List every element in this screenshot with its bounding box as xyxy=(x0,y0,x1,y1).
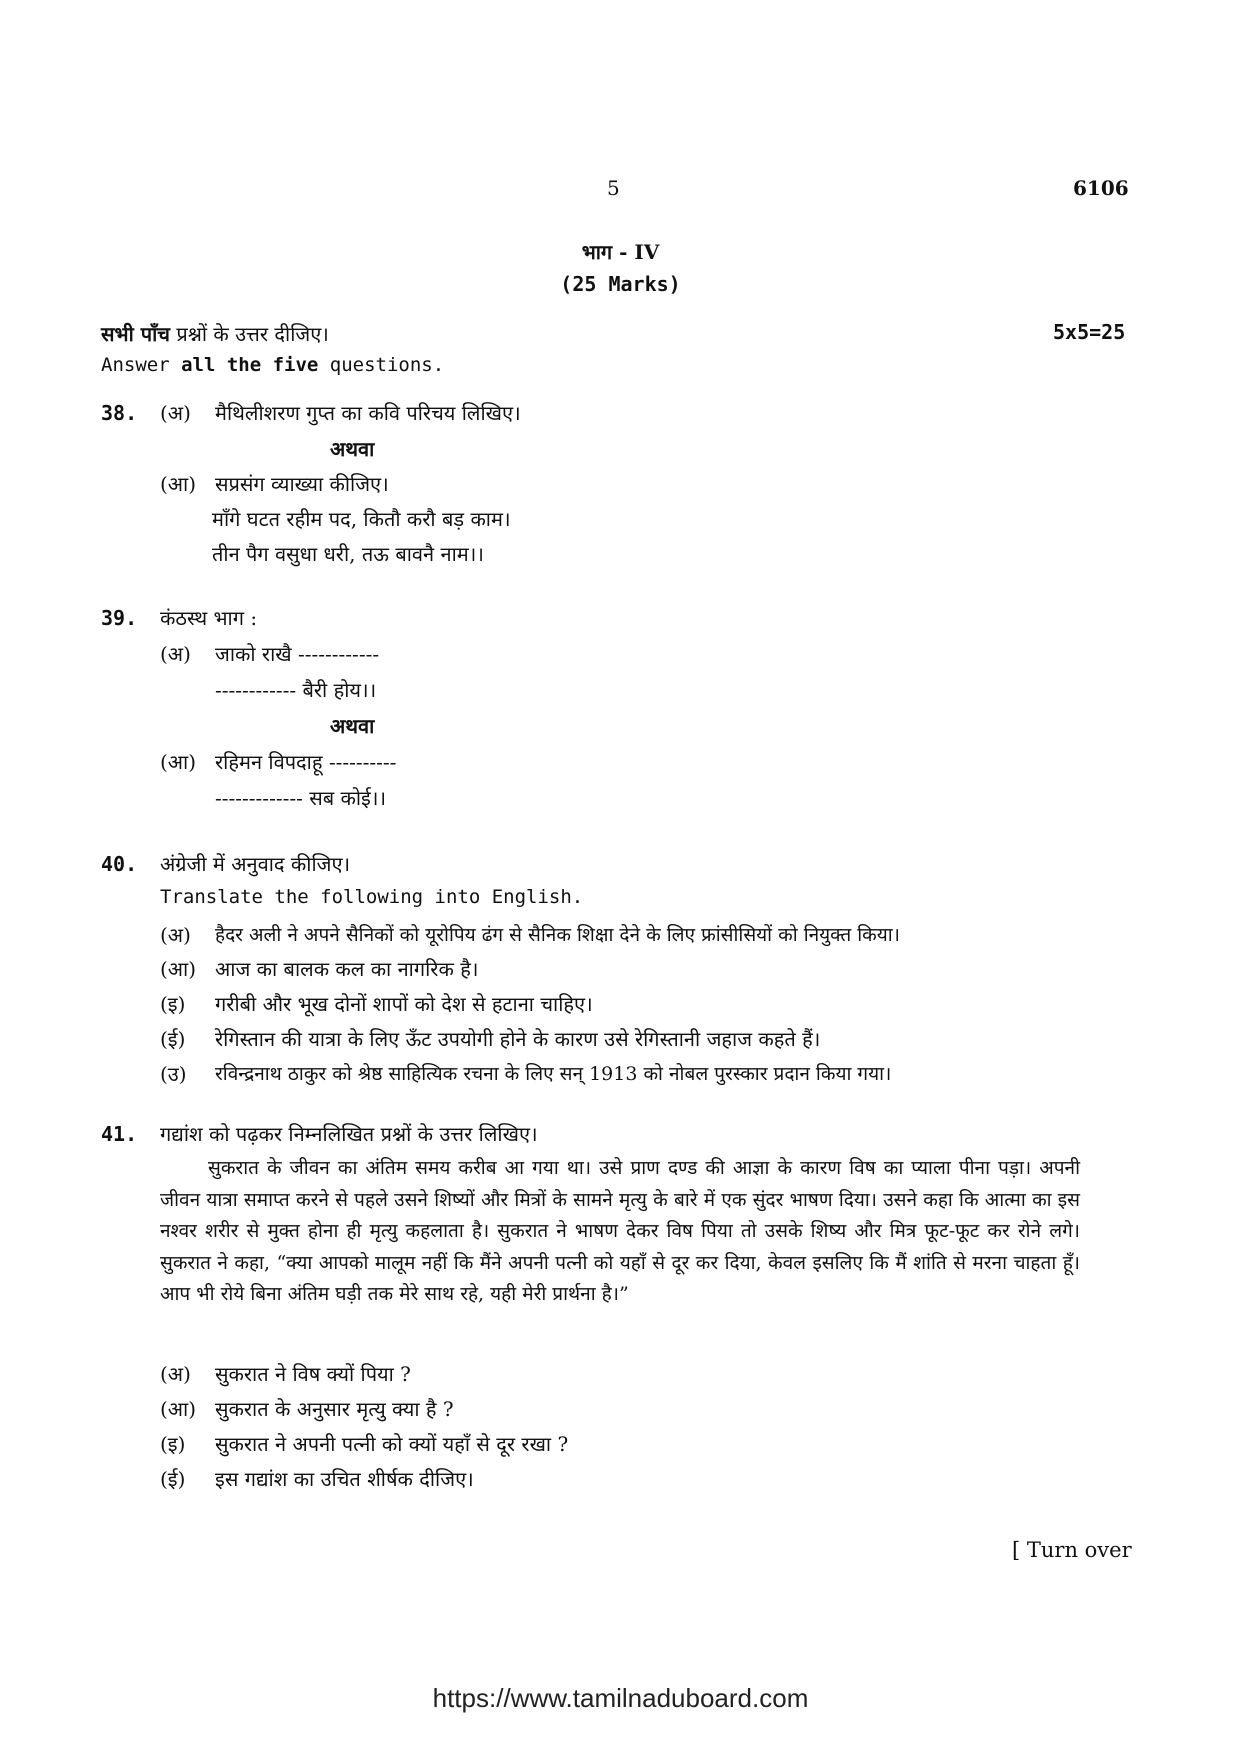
q41-item-label: (ई) xyxy=(160,1467,186,1491)
q41-title: गद्यांश को पढ़कर निम्नलिखित प्रश्नों के उत्तर लिखिए। xyxy=(160,1122,538,1146)
q40-item-label: (ई) xyxy=(160,1027,186,1051)
q39-b-line-1: रहिमन विपदाहू ---------- xyxy=(215,750,397,774)
q39-a-label: (अ) xyxy=(160,642,191,666)
turn-over-note: [ Turn over xyxy=(1012,1538,1132,1562)
q41-item-text: सुकरात ने विष क्यों पिया ? xyxy=(215,1362,411,1386)
instruction-hindi xyxy=(101,320,329,347)
q38-b-text: सप्रसंग व्याख्या कीजिए। xyxy=(215,472,389,496)
part-marks: (25 Marks) xyxy=(560,272,681,296)
q41-item-label: (आ) xyxy=(160,1397,197,1421)
q39-a-line-1: जाको राखै ------------ xyxy=(215,642,380,666)
q40-item-text: रेगिस्तान की यात्रा के लिए ऊँट उपयोगी होने के कारण उसे रेगिस्तानी जहाज कहते हैं। xyxy=(215,1027,821,1051)
q40-title: अंग्रेजी में अनुवाद कीजिए। xyxy=(160,852,351,876)
q38-couplet-line-2: तीन पैग वसुधा धरी, तऊ बावनै नाम।। xyxy=(212,542,484,566)
instruction-english xyxy=(101,354,444,376)
q40-item-text: रविन्द्रनाथ ठाकुर को श्रेष्ठ साहित्यिक रचना के लिए सन् 1913 को नोबल पुरस्कार प्रदान किया गया। xyxy=(215,1063,892,1085)
q39-b-label: (आ) xyxy=(160,750,197,774)
q41-passage: सुकरात के जीवन का अंतिम समय करीब आ गया था। उसे प्राण दण्ड की आज्ञा के कारण विष का प्याला पीना पड़ा। अपनी जीवन यात्रा समाप्त करने से पहले उसने शिष्यों और मित्रों के सामने मृत्यु के बारे में एक सुंदर भाषण दिया। उसने कहा कि आत्मा का इस नश्वर शरीर से मुक्त होना ही मृत्यु कहलाता है। सुकरात ने भाषण देकर विष पिया तो उसके शिष्य और मित्र फूट-फूट कर रोने लगे। सुकरात ने कहा, “क्या आपको मालूम नहीं कि मैंने अपनी पत्नी को यहाँ से दूर कर दिया, केवल इसलिए कि मैं शांति से मरना चाहता हूँ। आप भी रोये बिना अंतिम घड़ी तक मेरे साथ रहे, यही मेरी प्रार्थना है।” xyxy=(160,1157,1080,1305)
instruction-english-bold: all the five xyxy=(181,354,319,376)
q40-item-label: (आ) xyxy=(160,957,197,981)
question-38-number: 38. xyxy=(101,401,138,425)
q41-item-label: (अ) xyxy=(160,1362,191,1386)
q39-or: अथवा xyxy=(330,714,375,738)
instruction-hindi-rest: प्रश्नों के उत्तर दीजिए। xyxy=(169,322,329,346)
marks-formula: 5x5=25 xyxy=(1053,320,1126,344)
page-number: 5 xyxy=(607,176,620,200)
part-title: भाग - IV xyxy=(581,240,660,264)
question-41-number: 41. xyxy=(101,1122,138,1146)
instruction-hindi-bold: सभी पाँच xyxy=(101,322,170,346)
paper-code: 6106 xyxy=(1073,176,1129,200)
q39-title: कंठस्थ भाग : xyxy=(160,606,258,630)
q38-couplet-line-1: माँगे घटत रहीम पद, कितौ करौ बड़ काम। xyxy=(212,507,511,531)
footer-url-link[interactable]: https://www.tamilnaduboard.com xyxy=(432,1683,809,1713)
instruction-english-post: questions. xyxy=(318,354,445,376)
question-39-number: 39. xyxy=(101,606,138,630)
q39-a-line-2: ------------ बैरी होय।। xyxy=(215,678,377,702)
question-40-number: 40. xyxy=(101,852,138,876)
q40-item-text: आज का बालक कल का नागरिक है। xyxy=(215,957,479,981)
q40-item-text: हैदर अली ने अपने सैनिकों को यूरोपिय ढंग से सैनिक शिक्षा देने के लिए फ्रांसीसियों को नियुक्त किया। xyxy=(215,924,900,946)
q38-or: अथवा xyxy=(330,437,375,461)
q40-item-text: गरीबी और भूख दोनों शापों को देश से हटाना चाहिए। xyxy=(215,992,593,1016)
q40-subtitle: Translate the following into English. xyxy=(160,886,584,908)
q38-a-label: (अ) xyxy=(160,401,191,425)
instruction-english-pre: Answer xyxy=(101,354,182,376)
q41-item-text: इस गद्यांश का उचित शीर्षक दीजिए। xyxy=(215,1467,474,1491)
q41-item-label: (इ) xyxy=(160,1432,186,1456)
q38-b-label: (आ) xyxy=(160,472,197,496)
q40-item-label: (इ) xyxy=(160,992,186,1016)
q40-item-label: (अ) xyxy=(160,923,191,947)
q39-b-line-2: ------------- सब कोई।। xyxy=(215,786,387,810)
q41-item-text: सुकरात के अनुसार मृत्यु क्या है ? xyxy=(215,1397,454,1421)
q40-item-label: (उ) xyxy=(160,1062,187,1086)
q38-a-text: मैथिलीशरण गुप्त का कवि परिचय लिखिए। xyxy=(215,401,521,425)
q41-item-text: सुकरात ने अपनी पत्नी को क्यों यहाँ से दूर रखा ? xyxy=(215,1432,569,1456)
